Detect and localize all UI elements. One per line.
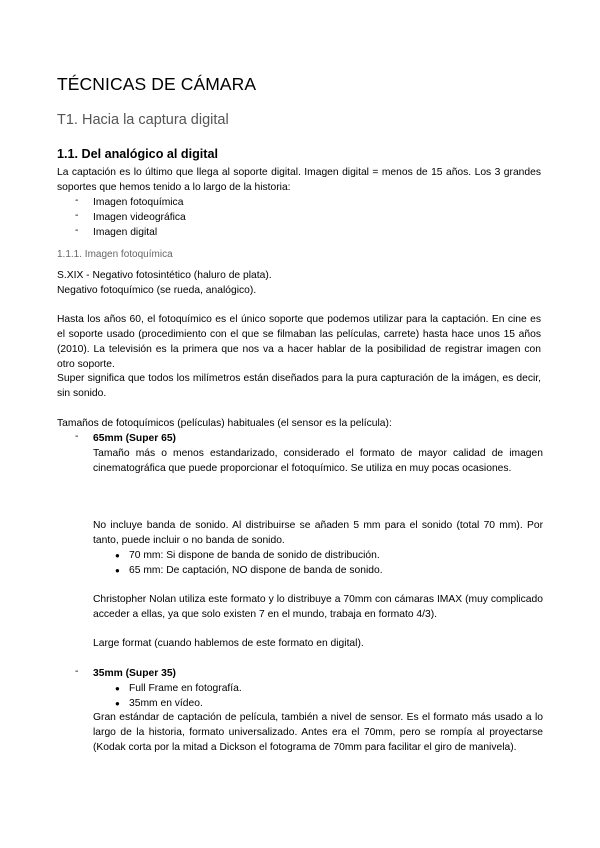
support-item: Imagen digital: [93, 227, 158, 238]
subsection-heading: 1.1.1. Imagen fotoquímica: [57, 249, 173, 260]
format-65-nolan: Christopher Nolan utiliza este formato y lo distribuye a 70mm con cámaras IMAX (muy complicado acceder a ellas, ya que solo existen 7 en el mundo, trabaja en formato 4/3).: [93, 594, 543, 620]
subsection-line-1: S.XIX - Negativo fotosintético (haluro de plata).: [57, 270, 272, 281]
format-65-large: Large format (cuando hablemos de este formato en digital).: [93, 638, 364, 649]
bullet-icon: ●: [115, 699, 120, 708]
subsection-line-2: Negativo fotoquímico (se rueda, analógico).: [57, 285, 257, 296]
format-65-bullet: 70 mm: Si dispone de banda de sonido de distribución.: [129, 550, 380, 561]
format-65-name: [93, 431, 176, 446]
section-intro: La captación es lo último que llega al soporte digital. Imagen digital = menos de 15 años. Los 3 grandes soportes que hemos tenido a lo largo de la historia:: [57, 167, 541, 193]
section-heading: 1.1. Del analógico al digital: [57, 147, 218, 161]
paragraph-photochemical: Hasta los años 60, el fotoquímico es el único soporte que podemos utilizar para la captación. En cine es el soporte usado (procedimiento con el que se filmaban las películas, carrete) hasta hace unos 15 años (2010). La televisión es la primera que nos va a hacer hablar de la posibilidad de registrar imagen con otro soporte.: [57, 314, 541, 370]
bullet-icon: ●: [115, 551, 120, 560]
format-65-description: Tamaño más o menos estandarizado, considerado el formato de mayor calidad de imagen cinematográfica que puede proporcionar el fotoquímico. Se utiliza en muy pocas ocasiones.: [93, 448, 543, 474]
format-35-bullet: 35mm en vídeo.: [129, 698, 203, 709]
list-dash: -: [75, 195, 79, 206]
support-item: Imagen fotoquímica: [93, 197, 184, 208]
format-65-bullet: 65 mm: De captación, NO dispone de banda de sonido.: [129, 565, 383, 576]
format-35-bullet: Full Frame en fotografía.: [129, 683, 242, 694]
format-35-name: [93, 666, 176, 681]
list-dash: -: [75, 666, 79, 677]
list-dash: -: [75, 225, 79, 236]
list-dash: -: [75, 210, 79, 221]
document-subtitle: T1. Hacia la captura digital: [57, 112, 229, 128]
bullet-icon: ●: [115, 566, 120, 575]
format-35-description: Gran estándar de captación de película, también a nivel de sensor. Es el formato más usado a lo largo de la historia, formato universalizado. Antes era el 70mm, pero se rompía al proyectarse (Kodak corta por la mitad a Dickson el fotograma de 70mm para facilitar el giro de manivela).: [93, 712, 543, 753]
format-35-name-text: 35mm (Super 35): [93, 668, 176, 679]
format-65-sound: No incluye banda de sonido. Al distribuirse se añaden 5 mm para el sonido (total 70 mm). Por tanto, puede incluir o no banda de sonido.: [93, 520, 543, 546]
list-dash: -: [75, 431, 79, 442]
document-title: TÉCNICAS DE CÁMARA: [57, 74, 257, 94]
support-item: Imagen videográfica: [93, 212, 186, 223]
bullet-icon: ●: [115, 684, 120, 693]
paragraph-sizes-intro: Tamaños de fotoquímicos (películas) habituales (el sensor es la película):: [57, 418, 392, 429]
format-65-name-text: 65mm (Super 65): [93, 433, 176, 444]
paragraph-super: Super significa que todos los milímetros están diseñados para la pura capturación de la imágen, es decir, sin sonido.: [57, 373, 541, 399]
